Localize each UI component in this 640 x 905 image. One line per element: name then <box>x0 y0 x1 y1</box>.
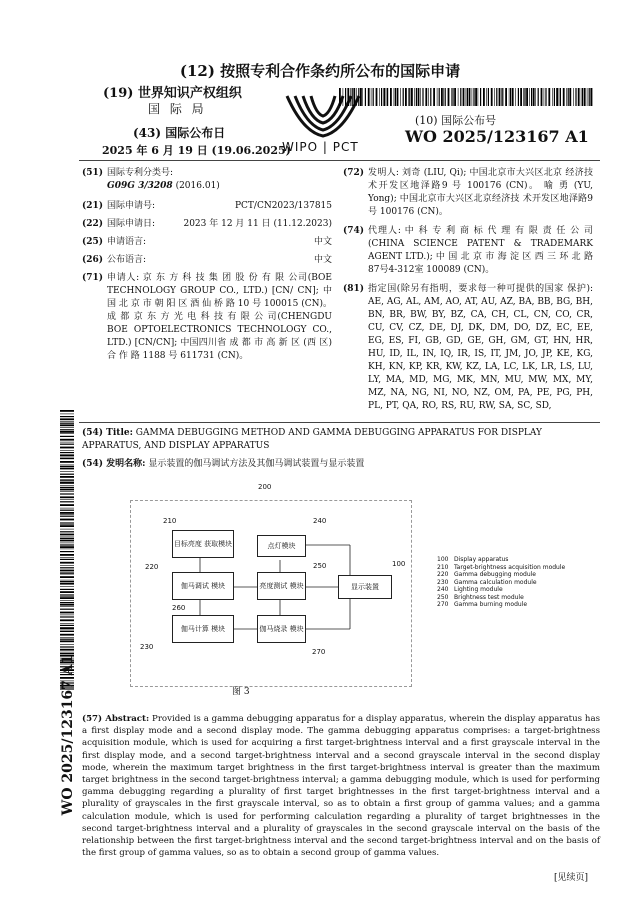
field-74 <box>343 225 593 277</box>
publication-number-label: (10) 国际公布号 <box>415 114 497 127</box>
legend-row <box>437 601 565 609</box>
field-51 <box>82 167 332 193</box>
field-51-value: G09G 3/3208 <box>107 181 173 191</box>
field-22 <box>82 218 332 231</box>
continued-on-next-page: [见续页] <box>554 873 589 883</box>
field-71-applicants: 申请人: 京 东 方 科 技 集 团 股 份 有 限 公司(BOE TECHNOLOGY GROUP CO., LTD.) [CN/ CN]; 中 国 北 京 市 朝 阳 区 酒 仙 桥 路 10 号 100015 (CN)。 成 都 京 东 方 光 电 科 技 有 限 公 司(CHENGDU BOE OPTOELECTRONICS TECHNOLOGY CO., LTD.) [CN/CN]; 中国四川省 成 都 市 高 新 区 (西 区) 合 作 路 1188 号 611731 (CN)。 <box>107 273 332 361</box>
chinese-title <box>82 458 600 471</box>
field-21-number: (21) <box>82 201 104 211</box>
field-72 <box>343 167 593 219</box>
field-21-label: 国际申请号: <box>107 201 156 211</box>
legend-text: Gamma burning module <box>454 601 528 608</box>
block-gamma-calculation: 伽马计算 模块 <box>172 615 234 643</box>
barcode-icon <box>339 88 593 106</box>
legend-row <box>437 579 565 587</box>
left-bibliographic-column <box>82 167 332 363</box>
document-type-title: (12) 按照专利合作条约所公布的国际申请 <box>179 62 461 80</box>
field-71 <box>82 272 332 363</box>
field-74-number: (74) <box>343 226 365 236</box>
field-26-number: (26) <box>82 255 104 265</box>
publication-date-label: (43) 国际公布日 <box>133 126 226 140</box>
field-25-label: 申请语言: <box>107 237 147 247</box>
field-25-number: (25) <box>82 237 104 247</box>
field-21-value: PCT/CN2023/137815 <box>234 201 332 211</box>
office-name: (19) 世界知识产权组织 <box>103 86 242 101</box>
legend-number: 240 <box>437 586 449 593</box>
field-21 <box>82 200 332 213</box>
right-bibliographic-column <box>343 167 593 413</box>
legend-row <box>437 556 565 564</box>
field-22-number: (22) <box>82 219 104 229</box>
field-71-number: (71) <box>82 273 104 283</box>
ref-270: 270 <box>312 648 326 656</box>
chinese-title-label: (54) 发明名称: <box>82 459 146 469</box>
field-81-number: (81) <box>343 284 365 294</box>
block-target-brightness-acquisition: 目标亮度 获取模块 <box>172 530 234 558</box>
english-title-label: (54) Title: <box>82 428 133 438</box>
field-25-value: 中文 <box>313 237 332 247</box>
abstract-label: (57) Abstract: <box>82 714 150 724</box>
figure-caption: 图 3 <box>232 687 250 697</box>
legend-text: Display apparatus <box>454 556 509 563</box>
side-barcode-icon <box>60 410 74 690</box>
header-divider <box>79 160 600 161</box>
field-51-year: (2016.01) <box>175 181 220 191</box>
side-publication-number: WO 2025/123167 A1 <box>60 654 76 816</box>
ref-240: 240 <box>313 517 327 525</box>
office-bureau: 国 际 局 <box>148 102 207 116</box>
field-74-agent: 代理人: 中 科 专 利 商 标 代 理 有 限 责 任 公 司 (CHINA SCIENCE PATENT & TRADEMARK AGENT LTD.); 中 国 北 京 市 海 淀 区 西 三 环 北 路87号4-312室 100089 (CN)。 <box>368 226 593 275</box>
field-26-label: 公布语言: <box>107 255 147 265</box>
legend-row <box>437 564 565 572</box>
ref-250: 250 <box>313 562 327 570</box>
chinese-title-text: 显示装置的伽马调试方法及其伽马调试装置与显示装置 <box>148 459 365 469</box>
ref-220: 220 <box>145 563 159 571</box>
ref-230: 230 <box>140 643 154 651</box>
block-lighting: 点灯模块 <box>257 535 306 557</box>
block-gamma-debugging: 伽马调试 模块 <box>172 572 234 600</box>
field-22-label: 国际申请日: <box>107 219 156 229</box>
field-26-value: 中文 <box>313 255 332 265</box>
legend-number: 230 <box>437 578 449 586</box>
field-72-number: (72) <box>343 168 365 178</box>
figure-legend <box>437 556 565 609</box>
ref-210: 210 <box>163 517 177 525</box>
abstract <box>82 713 600 859</box>
legend-number: 270 <box>437 601 449 608</box>
legend-number: 210 <box>437 563 449 571</box>
ref-200: 200 <box>258 483 272 491</box>
legend-text: Gamma debugging module <box>454 571 536 578</box>
publication-date: 2025 年 6 月 19 日 (19.06.2025) <box>102 144 291 157</box>
legend-text: Lighting module <box>454 586 503 593</box>
ref-100: 100 <box>392 560 406 568</box>
field-81 <box>343 283 593 413</box>
block-gamma-burning: 伽马烧录 模块 <box>257 615 306 643</box>
field-22-value: 2023 年 12 月 11 日 (11.12.2023) <box>183 219 332 229</box>
legend-number: 220 <box>437 571 449 578</box>
publication-number: WO 2025/123167 A1 <box>405 127 589 146</box>
legend-row <box>437 594 565 602</box>
field-81-designated-states: 指定国(除另有指明，要求每一种可提供的国家 保护): AE, AG, AL, AM, AO, AT, AU, AZ, BA, BB, BG, BH, BN, BR, BW, BY, BZ, CA, CH, CL, CN, CO, CR, CU, CV, CZ, DE, DJ, DK, DM, DO, DZ, EC, EE, EG, ES, FI, GB, GD, GE, GH, GM, GT, HN, HR, HU, ID, IL, IN, IQ, IR, IS, IT, JM, JO, JP, KE, KG, KH, KN, KP, KR, KW, KZ, LA, LC, LK, LR, LS, LU, LY, MA, MD, MG, MK, MN, MU, MW, MX, MY, MZ, NA, NG, NI, NO, NZ, OM, PA, PE, PG, PH, PL, PT, QA, RO, RS, RU, RW, SA, SC, SD, <box>368 284 593 411</box>
wipo-pct-wordmark: WIPO | PCT <box>282 140 359 154</box>
field-51-label: 国际专利分类号: <box>107 168 174 178</box>
field-26 <box>82 254 332 267</box>
field-72-inventors: 发明人: 刘奇 (LIU, Qi); 中国北京市大兴区北京 经济技术开发区地泽路9 号 100176 (CN)。 喻 勇 (YU, Yong); 中国北京市大兴区北京经济技 术开发区地泽路9号 100176 (CN)。 <box>368 168 593 217</box>
titles-divider <box>79 422 600 423</box>
legend-number: 250 <box>437 593 449 601</box>
ref-260: 260 <box>172 604 186 612</box>
legend-text: Target-brightness acquisition module <box>454 563 566 571</box>
field-25 <box>82 236 332 249</box>
abstract-text: Provided is a gamma debugging apparatus for a display apparatus, wherein the display apparatus has a first display mode and a second display mode. The gamma debugging apparatus comprises: a target-brightness acquisition module, which is used for acquiring a first target-brightness interval and a first grayscale interval in the first display mode, and a second target-brightness interval and a second grayscale interval in the second display mode, wherein the maximum target brightness in the first target-brightness interval is greater than the maximum target brightness in the second target-brightness interval; a gamma debugging module, which is used for performing gamma debugging regarding a plurality of first target brightnesses in the first target-brightness interval and a plurality of grayscales in the first grayscale interval, so as to obtain a first group of gamma values; and a gamma calculation module, which is used for performing calculation regarding a plurality of target brightnesses in the second target-brightness interval and a plurality of grayscales in the second grayscale interval on the basis of the relationship between the first target-brightness interval and the second target-brightness interval and on the basis of the first group of gamma values, so as to obtain a second group of gamma values. <box>82 714 600 859</box>
legend-text: Brightness test module <box>454 593 524 601</box>
legend-row <box>437 586 565 594</box>
english-title-text: GAMMA DEBUGGING METHOD AND GAMMA DEBUGGING APPARATUS FOR DISPLAY APPARATUS, AND DISPLAY APPARATUS <box>82 428 542 451</box>
field-51-number: (51) <box>82 168 104 178</box>
english-title <box>82 427 600 453</box>
block-brightness-test: 亮度测试 模块 <box>257 572 306 600</box>
block-display-apparatus: 显示装置 <box>338 575 392 599</box>
legend-row <box>437 571 565 579</box>
legend-text: Gamma calculation module <box>454 578 537 586</box>
legend-number: 100 <box>437 556 449 563</box>
